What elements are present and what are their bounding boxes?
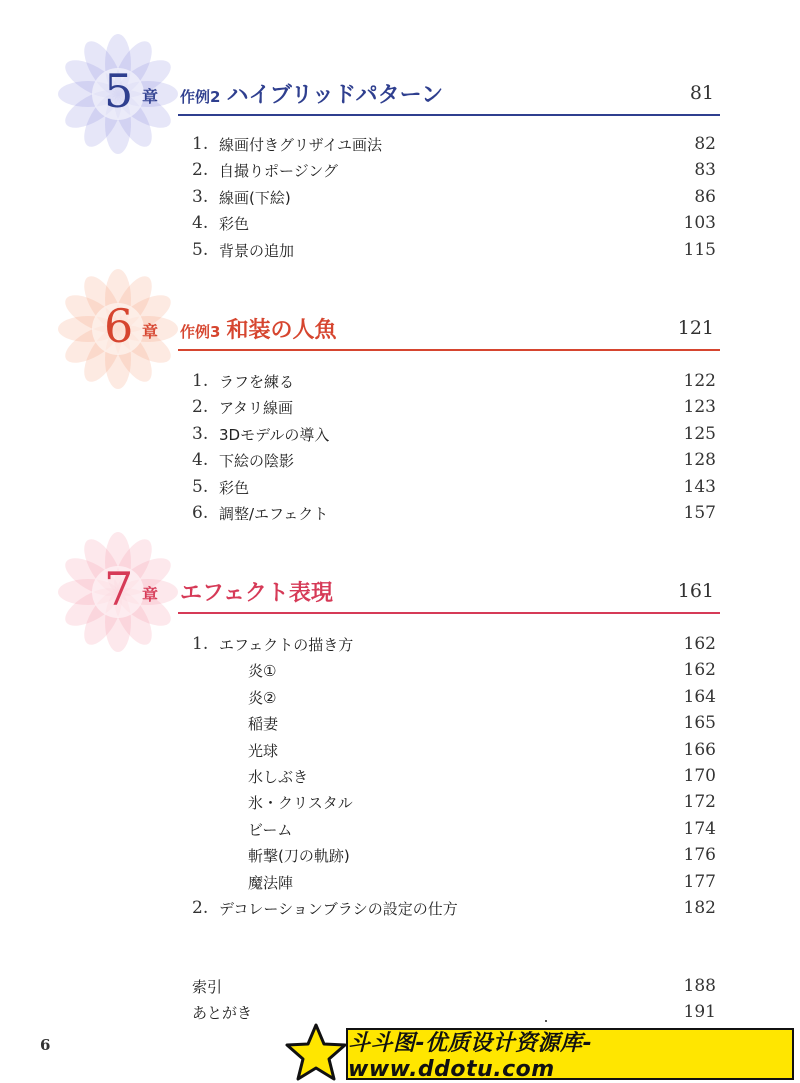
chapter-divider [178, 612, 720, 614]
entry-label: 光球 [248, 741, 279, 760]
toc-entry [0, 477, 800, 503]
entry-label: 炎② [248, 688, 277, 707]
entry-page-number: 170 [683, 766, 716, 786]
chapter-number: 6 [104, 299, 134, 353]
entry-page-number: 125 [683, 423, 716, 444]
watermark-banner: 斗斗图-优质设计资源库-www.ddotu.com [346, 1028, 794, 1080]
star-icon [284, 1022, 348, 1082]
chapter-page-number: 121 [677, 317, 714, 339]
toc-subentry [0, 872, 800, 898]
chapter-kanji: 章 [142, 87, 159, 106]
chapter-heading [180, 78, 443, 109]
entry-page-number: 83 [694, 160, 716, 181]
toc-entry [0, 240, 800, 266]
entry-label: 水しぶき [248, 768, 309, 786]
toc-subentry [0, 845, 800, 871]
page-number: 6 [40, 1036, 51, 1054]
entry-label: 彩色 [219, 478, 250, 497]
toc-subentry [0, 792, 800, 818]
toc-entry [0, 634, 800, 660]
chapter-title: ハイブリッドパターン [226, 83, 444, 108]
entry-label: エフェクトの描き方 [219, 636, 354, 654]
entry-label: ラフを練る [219, 373, 295, 391]
chapter-page-number: 161 [677, 580, 714, 602]
entry-page-number: 172 [683, 792, 716, 813]
entry-page-number: 103 [683, 213, 716, 234]
entry-number: 2. [192, 898, 209, 918]
chapter-number: 7 [104, 562, 134, 616]
chapter-heading [180, 313, 336, 344]
entry-number: 1. [192, 371, 209, 391]
toc-subentry [0, 766, 800, 792]
toc-subentry [0, 819, 800, 845]
entry-number: 3. [192, 186, 209, 207]
entry-number: 5. [192, 239, 209, 260]
toc-entry [0, 450, 800, 476]
entry-page-number: 191 [683, 1002, 716, 1022]
entry-label: 魔法陣 [248, 873, 294, 892]
toc-entry [0, 134, 800, 160]
entry-label: デコレーションブラシの設定の仕方 [219, 900, 458, 918]
chapter-kanji: 章 [142, 322, 159, 341]
entry-page-number: 166 [683, 739, 716, 760]
toc-entry [0, 503, 800, 529]
toc-subentry [0, 660, 800, 686]
chapter-title: 和装の人魚 [226, 318, 337, 343]
chapter-label: 作例3 [180, 323, 221, 341]
toc-entry [0, 160, 800, 186]
entry-label: アタリ線画 [219, 399, 293, 418]
chapter-title: エフェクト表現 [180, 581, 333, 606]
entry-label: 下絵の陰影 [219, 452, 295, 471]
entry-label: あとがき [192, 1004, 253, 1022]
toc-entry [0, 397, 800, 423]
entry-label: 斬撃(刀の軌跡) [248, 847, 350, 866]
end-matter-entry [0, 976, 800, 1002]
entry-page-number: 182 [683, 898, 716, 918]
entry-page-number: 82 [694, 134, 716, 154]
entry-number: 2. [192, 160, 209, 181]
entry-number: 3. [192, 423, 209, 444]
entry-number: 1. [192, 134, 209, 154]
entry-label: 彩色 [219, 215, 250, 234]
entry-page-number: 143 [683, 476, 716, 497]
entry-page-number: 162 [683, 660, 716, 681]
entry-page-number: 157 [683, 503, 716, 523]
toc-entry [0, 371, 800, 397]
entry-label: 炎① [248, 662, 277, 681]
toc-entry [0, 898, 800, 924]
chapter-page-number: 81 [689, 82, 714, 104]
entry-label: 自撮りポージング [219, 162, 339, 181]
entry-page-number: 164 [683, 686, 716, 707]
entry-page-number: 188 [683, 976, 716, 996]
entry-label: 線画(下絵) [219, 188, 291, 207]
toc-entry [0, 424, 800, 450]
chapter-heading [180, 576, 333, 607]
entry-number: 5. [192, 476, 209, 497]
entry-number: 4. [192, 213, 209, 234]
entry-label: 索引 [192, 978, 223, 996]
stray-dot [545, 1020, 547, 1022]
chapter-number: 5 [104, 64, 134, 118]
toc-entry [0, 187, 800, 213]
toc-subentry [0, 687, 800, 713]
entry-label: 稲妻 [248, 715, 279, 734]
entry-label: 背景の追加 [219, 241, 295, 260]
toc-subentry [0, 740, 800, 766]
entry-label: 調整/エフェクト [219, 505, 329, 523]
entry-page-number: 123 [683, 397, 716, 418]
entry-page-number: 162 [683, 634, 716, 654]
entry-page-number: 165 [683, 713, 716, 734]
entry-number: 4. [192, 450, 209, 471]
entry-label: ビーム [248, 820, 293, 839]
toc-entry [0, 213, 800, 239]
entry-label: 線画付きグリザイユ画法 [219, 136, 383, 154]
entry-number: 1. [192, 634, 209, 654]
chapter-divider [178, 114, 720, 116]
toc-subentry [0, 713, 800, 739]
entry-page-number: 115 [683, 239, 716, 260]
entry-page-number: 174 [683, 818, 716, 839]
entry-page-number: 176 [683, 845, 716, 866]
entry-number: 2. [192, 397, 209, 418]
entry-number: 6. [192, 503, 209, 523]
entry-page-number: 177 [683, 871, 716, 892]
entry-label: 3Dモデルの導入 [219, 425, 330, 444]
entry-page-number: 86 [694, 186, 716, 207]
entry-page-number: 128 [683, 450, 716, 471]
chapter-divider [178, 349, 720, 351]
entry-page-number: 122 [683, 371, 716, 391]
chapter-label: 作例2 [180, 88, 221, 106]
end-matter-entry [0, 1002, 800, 1028]
entry-label: 氷・クリスタル [248, 794, 353, 813]
chapter-kanji: 章 [142, 585, 159, 604]
